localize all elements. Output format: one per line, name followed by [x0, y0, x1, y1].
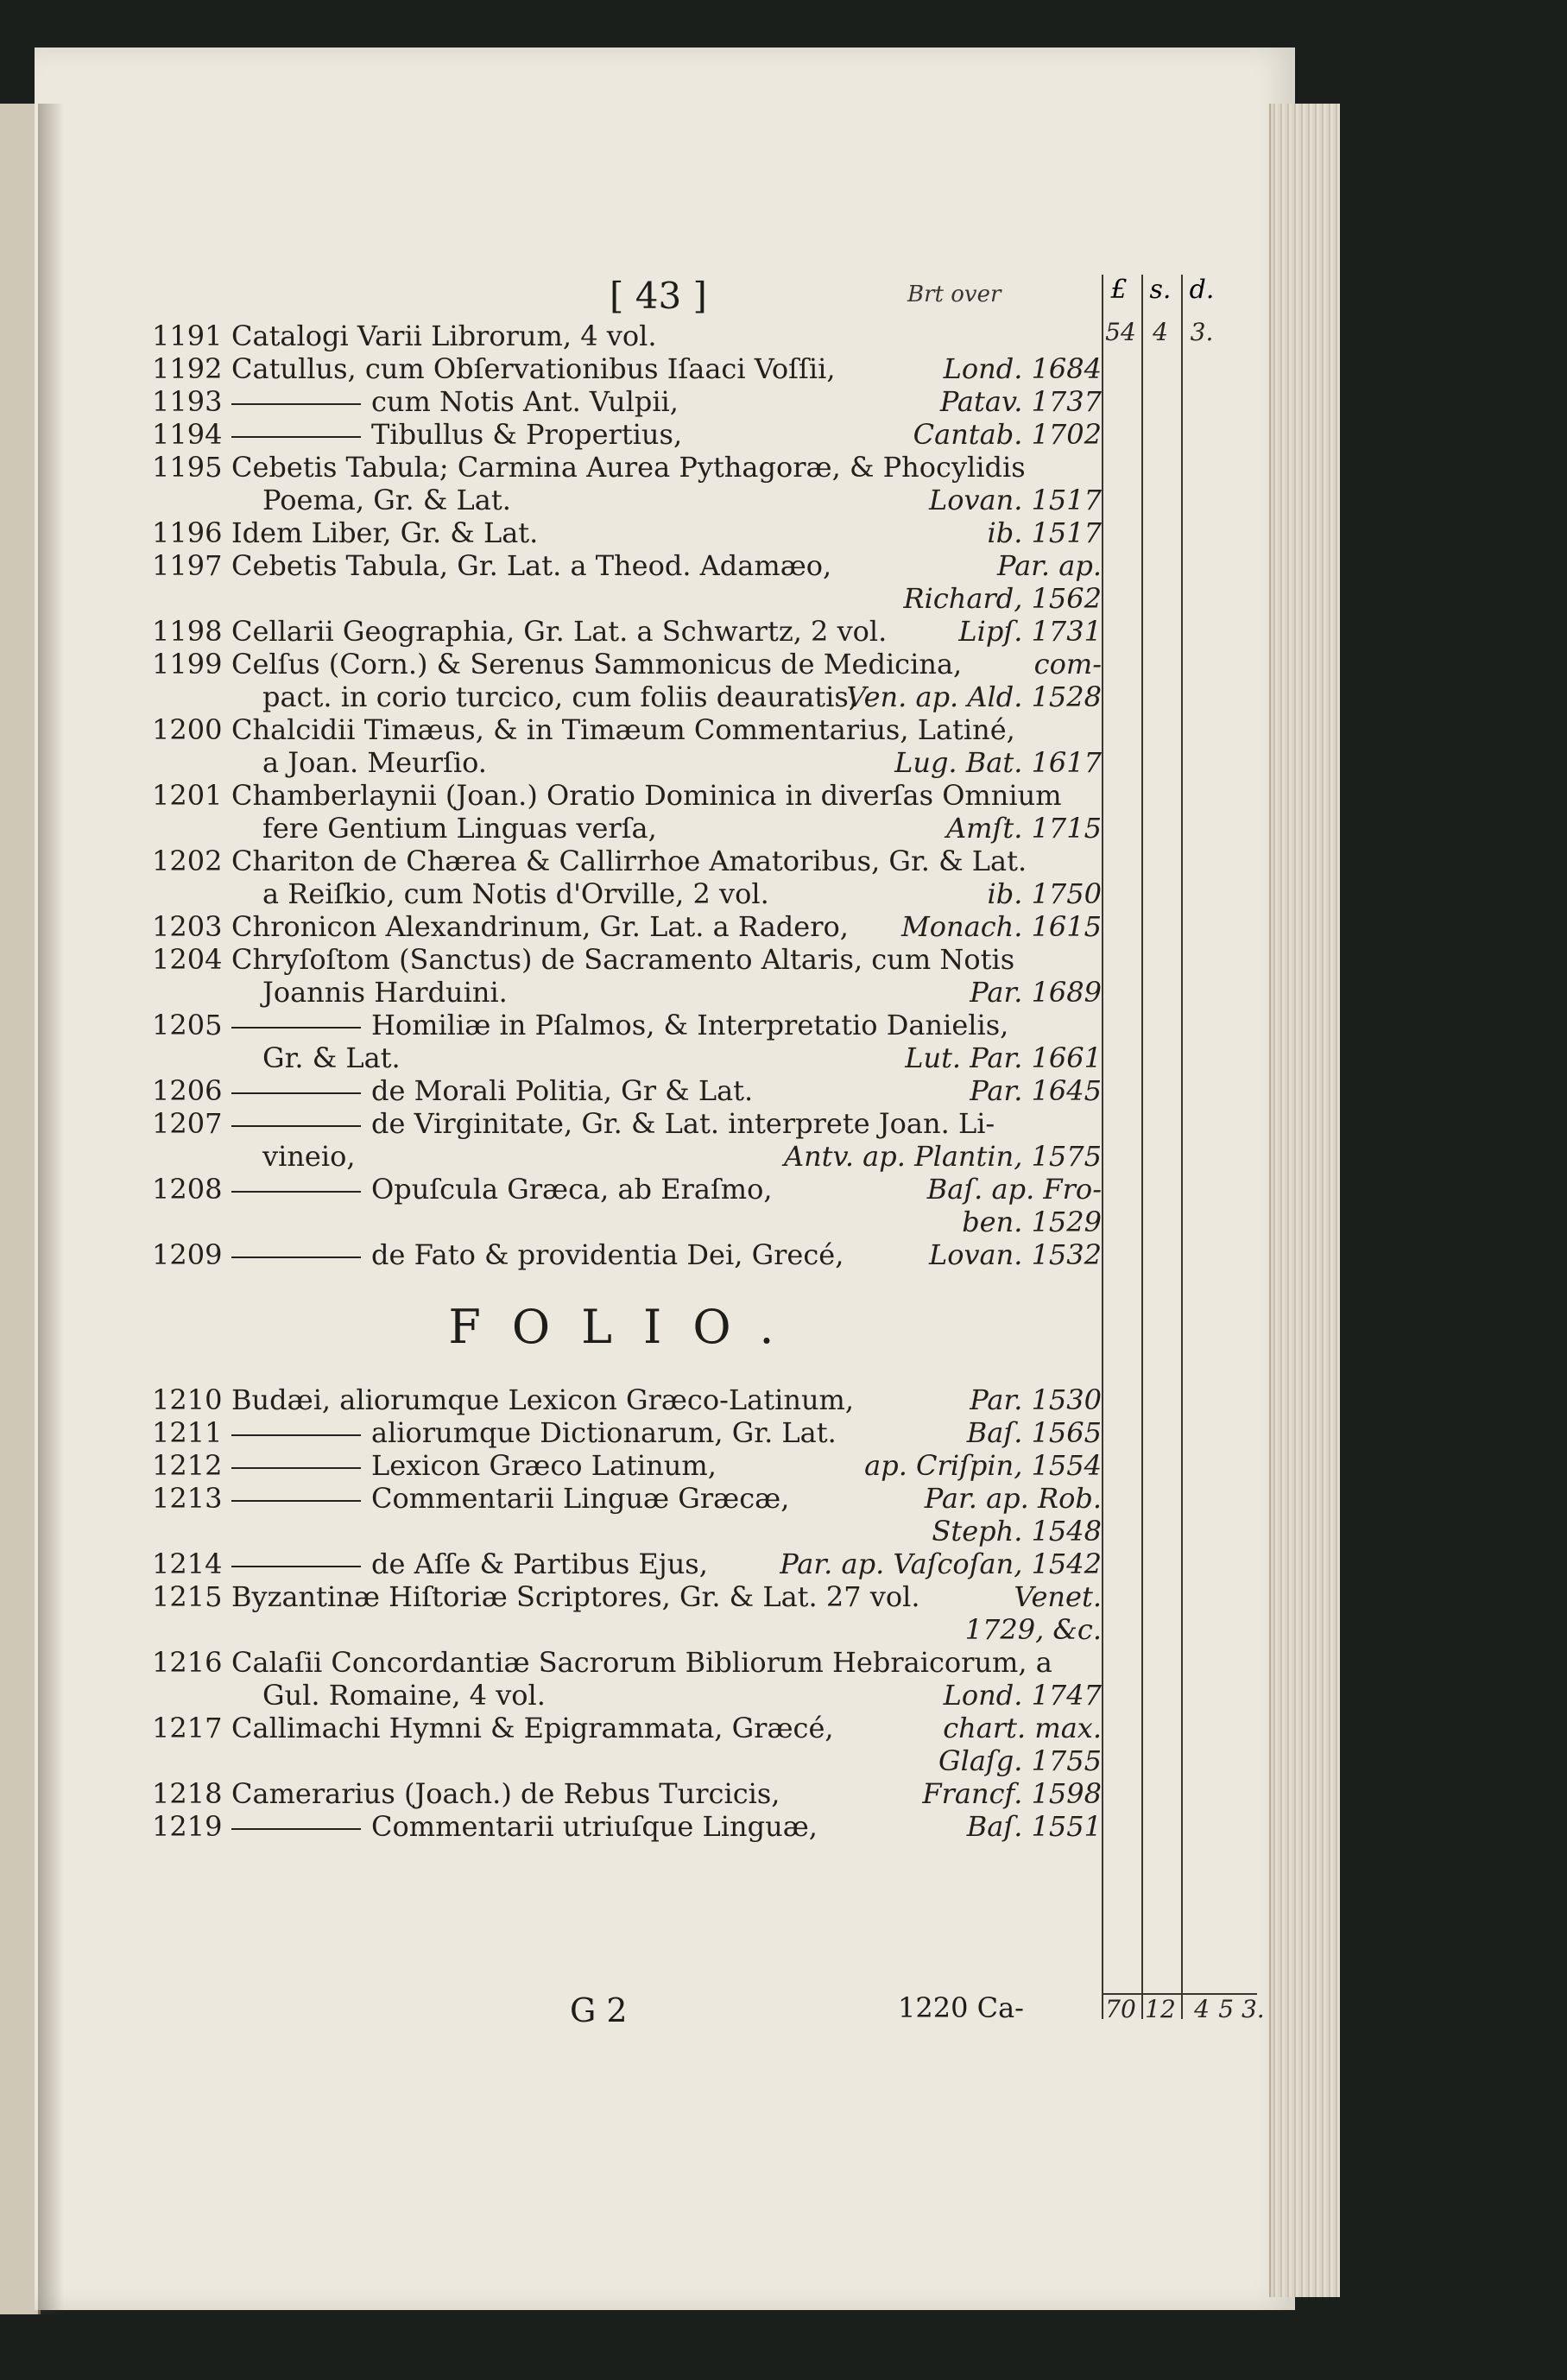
total-shillings: 12	[1145, 1995, 1176, 2023]
entry-number: 1211	[152, 1416, 223, 1449]
pounds-header: £	[1110, 275, 1128, 305]
entry-number: 1201	[152, 779, 223, 812]
entry-number: 1213	[152, 1482, 223, 1515]
entry-title: Poema, Gr. & Lat.	[262, 484, 511, 516]
entry-number: 1197	[152, 549, 223, 582]
catalogue-entry	[152, 352, 1102, 385]
catalogue-entry	[152, 1107, 1102, 1140]
ditto-dash	[231, 436, 361, 438]
catalogue-entry	[152, 910, 1102, 943]
entry-title: a Reiſkio, cum Notis d'Orville, 2 vol.	[262, 877, 769, 910]
entry-number: 1205	[152, 1009, 223, 1041]
catalogue-entry	[152, 549, 1102, 582]
ditto-dash	[231, 1500, 361, 1502]
entry-title: Calaſii Concordantiæ Sacrorum Bibliorum Hebraicorum, a	[231, 1646, 1052, 1679]
catalogue-entry	[152, 1482, 1102, 1515]
catalogue-entry	[152, 516, 1102, 549]
pence-header: d.	[1189, 275, 1215, 305]
entry-imprint: Baſ. 1565	[966, 1416, 1102, 1449]
entry-imprint: Par. 1645	[970, 1074, 1102, 1107]
entry-number: 1209	[152, 1238, 223, 1271]
ditto-dash	[231, 1125, 361, 1127]
entry-continuation	[152, 680, 1102, 713]
page-number: [ 43 ]	[610, 275, 707, 317]
catalogue-entry	[152, 779, 1102, 812]
entry-continuation	[152, 976, 1102, 1009]
entry-imprint: Lipſ. 1731	[958, 615, 1102, 648]
price-columns	[1102, 275, 1265, 2023]
catalogue-entry	[152, 648, 1102, 680]
entry-title: Cellarii Geographia, Gr. Lat. a Schwartz, 2 vol.	[231, 615, 888, 648]
entry-title: pact. in corio turcico, cum foliis deauratis,	[262, 680, 857, 713]
entry-title: Commentarii utriuſque Linguæ,	[371, 1810, 818, 1843]
entry-title: Joannis Harduini.	[262, 976, 508, 1009]
entry-title: Chalcidii Timæus, & in Timæum Commentarius, Latiné,	[231, 713, 1015, 746]
entry-title: Cebetis Tabula, Gr. Lat. a Theod. Adamæo,	[231, 549, 832, 582]
catalogue-entry	[152, 1449, 1102, 1482]
signature-mark: G 2	[570, 1991, 628, 2029]
entry-title: Chryſoſtom (Sanctus) de Sacramento Altaris, cum Notis	[231, 943, 1015, 976]
entry-imprint: Lug. Bat. 1617	[894, 746, 1102, 779]
ditto-dash	[231, 1027, 361, 1029]
brought-over-shillings: 4	[1153, 318, 1168, 346]
entry-imprint: Lut. Par. 1661	[905, 1041, 1102, 1074]
entry-imprint: Amſt. 1715	[946, 812, 1102, 845]
entry-imprint: com-	[1033, 648, 1102, 680]
entry-imprint: Monach. 1615	[900, 910, 1102, 943]
catalogue-entry	[152, 385, 1102, 418]
entry-number: 1192	[152, 352, 223, 385]
entry-number: 1208	[152, 1173, 223, 1206]
entry-title: Chamberlaynii (Joan.) Oratio Dominica in diverſas Omnium	[231, 779, 1062, 812]
brought-over-pounds: 54	[1105, 318, 1136, 346]
entry-imprint: chart. max.	[943, 1712, 1102, 1744]
entry-number: 1206	[152, 1074, 223, 1107]
brought-over-pence: 3.	[1190, 318, 1214, 346]
entry-imprint: Glaſg. 1755	[938, 1744, 1102, 1777]
total-pence: 4	[1194, 1995, 1210, 2023]
total-pounds: 70	[1105, 1995, 1136, 2023]
entry-imprint: ap. Criſpin, 1554	[864, 1449, 1102, 1482]
entry-title: Commentarii Linguæ Græcæ,	[371, 1482, 790, 1515]
catalogue-entry	[152, 1810, 1102, 1843]
entry-imprint: Par. 1530	[970, 1383, 1102, 1416]
total-extra: 5 3.	[1218, 1995, 1265, 2023]
entry-title: Gul. Romaine, 4 vol.	[262, 1679, 546, 1712]
catalogue-entry	[152, 1646, 1102, 1679]
entry-title: aliorumque Dictionarum, Gr. Lat.	[371, 1416, 837, 1449]
entry-continuation	[152, 812, 1102, 845]
entry-number: 1204	[152, 943, 223, 976]
entry-title: Gr. & Lat.	[262, 1041, 401, 1074]
catalogue-entry	[152, 418, 1102, 451]
entry-imprint: Baſ. 1551	[966, 1810, 1102, 1843]
entry-title: Camerarius (Joach.) de Rebus Turcicis,	[231, 1777, 780, 1810]
entry-imprint: Richard, 1562	[903, 582, 1102, 615]
entry-continuation	[152, 484, 1102, 516]
entry-continuation	[152, 1140, 1102, 1173]
catalogue-entry	[152, 943, 1102, 976]
rule-shillings	[1141, 275, 1143, 2019]
catalogue-entries	[152, 320, 1102, 1843]
shillings-header: s.	[1149, 275, 1172, 305]
brought-over-row	[1102, 318, 1257, 351]
entry-number: 1198	[152, 615, 223, 648]
ditto-dash	[231, 1434, 361, 1436]
ditto-dash	[231, 1191, 361, 1193]
entry-title: de Virginitate, Gr. & Lat. interprete Joan. Li-	[371, 1107, 995, 1140]
entry-number: 1219	[152, 1810, 223, 1843]
catalogue-entry	[152, 320, 1102, 352]
entry-imprint: Baſ. ap. Fro-	[926, 1173, 1102, 1206]
entry-title: Opuſcula Græca, ab Eraſmo,	[371, 1173, 773, 1206]
rule-pounds	[1102, 275, 1103, 2019]
entry-title: Idem Liber, Gr. & Lat.	[231, 516, 539, 549]
page-edges	[1269, 104, 1340, 2297]
catalogue-entry	[152, 1383, 1102, 1416]
catalogue-entry	[152, 1580, 1102, 1613]
catalogue-entry	[152, 1238, 1102, 1271]
catalogue-entry	[152, 1712, 1102, 1744]
entry-number: 1215	[152, 1580, 223, 1613]
entry-imprint: Par. ap.	[996, 549, 1102, 582]
entry-imprint: Lovan. 1517	[928, 484, 1102, 516]
entry-title: Chariton de Chærea & Callirrhoe Amatoribus, Gr. & Lat.	[231, 845, 1027, 877]
ditto-dash	[231, 1828, 361, 1830]
entry-imprint: Lond. 1684	[943, 352, 1102, 385]
entry-title: Tibullus & Propertius,	[371, 418, 683, 451]
catalogue-entry	[152, 1009, 1102, 1041]
catalogue-entry	[152, 1173, 1102, 1206]
entry-title: Homiliæ in Pſalmos, & Interpretatio Danielis,	[371, 1009, 1009, 1041]
entry-imprint: ib. 1517	[987, 516, 1102, 549]
entry-title: Byzantinæ Hiſtoriæ Scriptores, Gr. & Lat. 27 vol.	[231, 1580, 920, 1613]
entry-continuation	[152, 1679, 1102, 1712]
entry-title: Budæi, aliorumque Lexicon Græco-Latinum,	[231, 1383, 855, 1416]
entry-imprint: Lond. 1747	[943, 1679, 1102, 1712]
entry-continuation	[152, 1744, 1102, 1777]
entry-title: Catalogi Varii Librorum, 4 vol.	[231, 320, 657, 352]
entry-imprint: 1729, &c.	[964, 1613, 1102, 1646]
entry-continuation	[152, 746, 1102, 779]
catalogue-entry	[152, 615, 1102, 648]
entry-imprint: Cantab. 1702	[913, 418, 1102, 451]
entry-imprint: Par. ap. Vaſcoſan, 1542	[780, 1548, 1102, 1580]
entry-imprint: ib. 1750	[987, 877, 1102, 910]
section-heading-folio: FOLIO.	[448, 1300, 806, 1354]
entry-number: 1212	[152, 1449, 223, 1482]
entry-imprint: Par. 1689	[970, 976, 1102, 1009]
entry-imprint: Par. ap. Rob.	[924, 1482, 1102, 1515]
catalogue-entry	[152, 1777, 1102, 1810]
entry-number: 1217	[152, 1712, 223, 1744]
entry-number: 1214	[152, 1548, 223, 1580]
entry-number: 1194	[152, 418, 223, 451]
entry-continuation	[152, 582, 1102, 615]
ditto-dash	[231, 1467, 361, 1469]
entry-continuation	[152, 1206, 1102, 1238]
ditto-dash	[231, 1092, 361, 1094]
entry-title: vineio,	[262, 1140, 356, 1173]
page-header	[152, 275, 1102, 318]
entry-number: 1210	[152, 1383, 223, 1416]
brought-over-note: Brt over	[907, 282, 1001, 307]
catalogue-entry	[152, 1548, 1102, 1580]
gutter-shadow	[38, 104, 64, 2314]
entry-title: Lexicon Græco Latinum,	[371, 1449, 717, 1482]
entry-imprint: Ven. ap. Ald. 1528	[846, 680, 1102, 713]
entry-imprint: Venet.	[1014, 1580, 1102, 1613]
entry-number: 1199	[152, 648, 223, 680]
entry-title: de Aſſe & Partibus Ejus,	[371, 1548, 708, 1580]
ditto-dash	[231, 1256, 361, 1258]
entry-title: Celſus (Corn.) & Serenus Sammonicus de Medicina,	[231, 648, 963, 680]
entry-title: Cebetis Tabula; Carmina Aurea Pythagoræ, & Phocylidis	[231, 451, 1026, 484]
entry-continuation	[152, 1041, 1102, 1074]
entry-title: de Morali Politia, Gr & Lat.	[371, 1074, 754, 1107]
entry-continuation	[152, 1613, 1102, 1646]
entry-number: 1191	[152, 320, 223, 352]
entry-title: Catullus, cum Obſervationibus Iſaaci Voſſii,	[231, 352, 836, 385]
entry-number: 1200	[152, 713, 223, 746]
entry-imprint: Antv. ap. Plantin, 1575	[783, 1140, 1102, 1173]
entry-number: 1196	[152, 516, 223, 549]
entry-title: Chronicon Alexandrinum, Gr. Lat. a Radero,	[231, 910, 849, 943]
catalogue-entry	[152, 713, 1102, 746]
rule-pence	[1181, 275, 1183, 2019]
entry-title: a Joan. Meurſio.	[262, 746, 487, 779]
catalogue-entry	[152, 1074, 1102, 1107]
entry-continuation	[152, 877, 1102, 910]
total-row	[1102, 1995, 1265, 2028]
entry-number: 1218	[152, 1777, 223, 1810]
catalogue-entry	[152, 1416, 1102, 1449]
catalogue-entry	[152, 845, 1102, 877]
catalogue-entry	[152, 451, 1102, 484]
entry-imprint: Francf. 1598	[922, 1777, 1102, 1810]
entry-continuation	[152, 1515, 1102, 1548]
entry-number: 1203	[152, 910, 223, 943]
entry-number: 1193	[152, 385, 223, 418]
entry-imprint: Lovan. 1532	[928, 1238, 1102, 1271]
entry-title: fere Gentium Linguas verſa,	[262, 812, 657, 845]
entry-title: de Fato & providentia Dei, Grecé,	[371, 1238, 844, 1271]
entry-number: 1195	[152, 451, 223, 484]
entry-number: 1216	[152, 1646, 223, 1679]
entry-number: 1207	[152, 1107, 223, 1140]
entry-imprint: ben. 1529	[962, 1206, 1102, 1238]
catchword: 1220 Ca-	[898, 1991, 1024, 2024]
ditto-dash	[231, 1566, 361, 1567]
ditto-dash	[231, 403, 361, 405]
price-header	[1102, 275, 1257, 309]
entry-imprint: Patav. 1737	[939, 385, 1102, 418]
entry-imprint: Steph. 1548	[932, 1515, 1102, 1548]
entry-number: 1202	[152, 845, 223, 877]
entry-title: Callimachi Hymni & Epigrammata, Græcé,	[231, 1712, 834, 1744]
entry-title: cum Notis Ant. Vulpii,	[371, 385, 679, 418]
